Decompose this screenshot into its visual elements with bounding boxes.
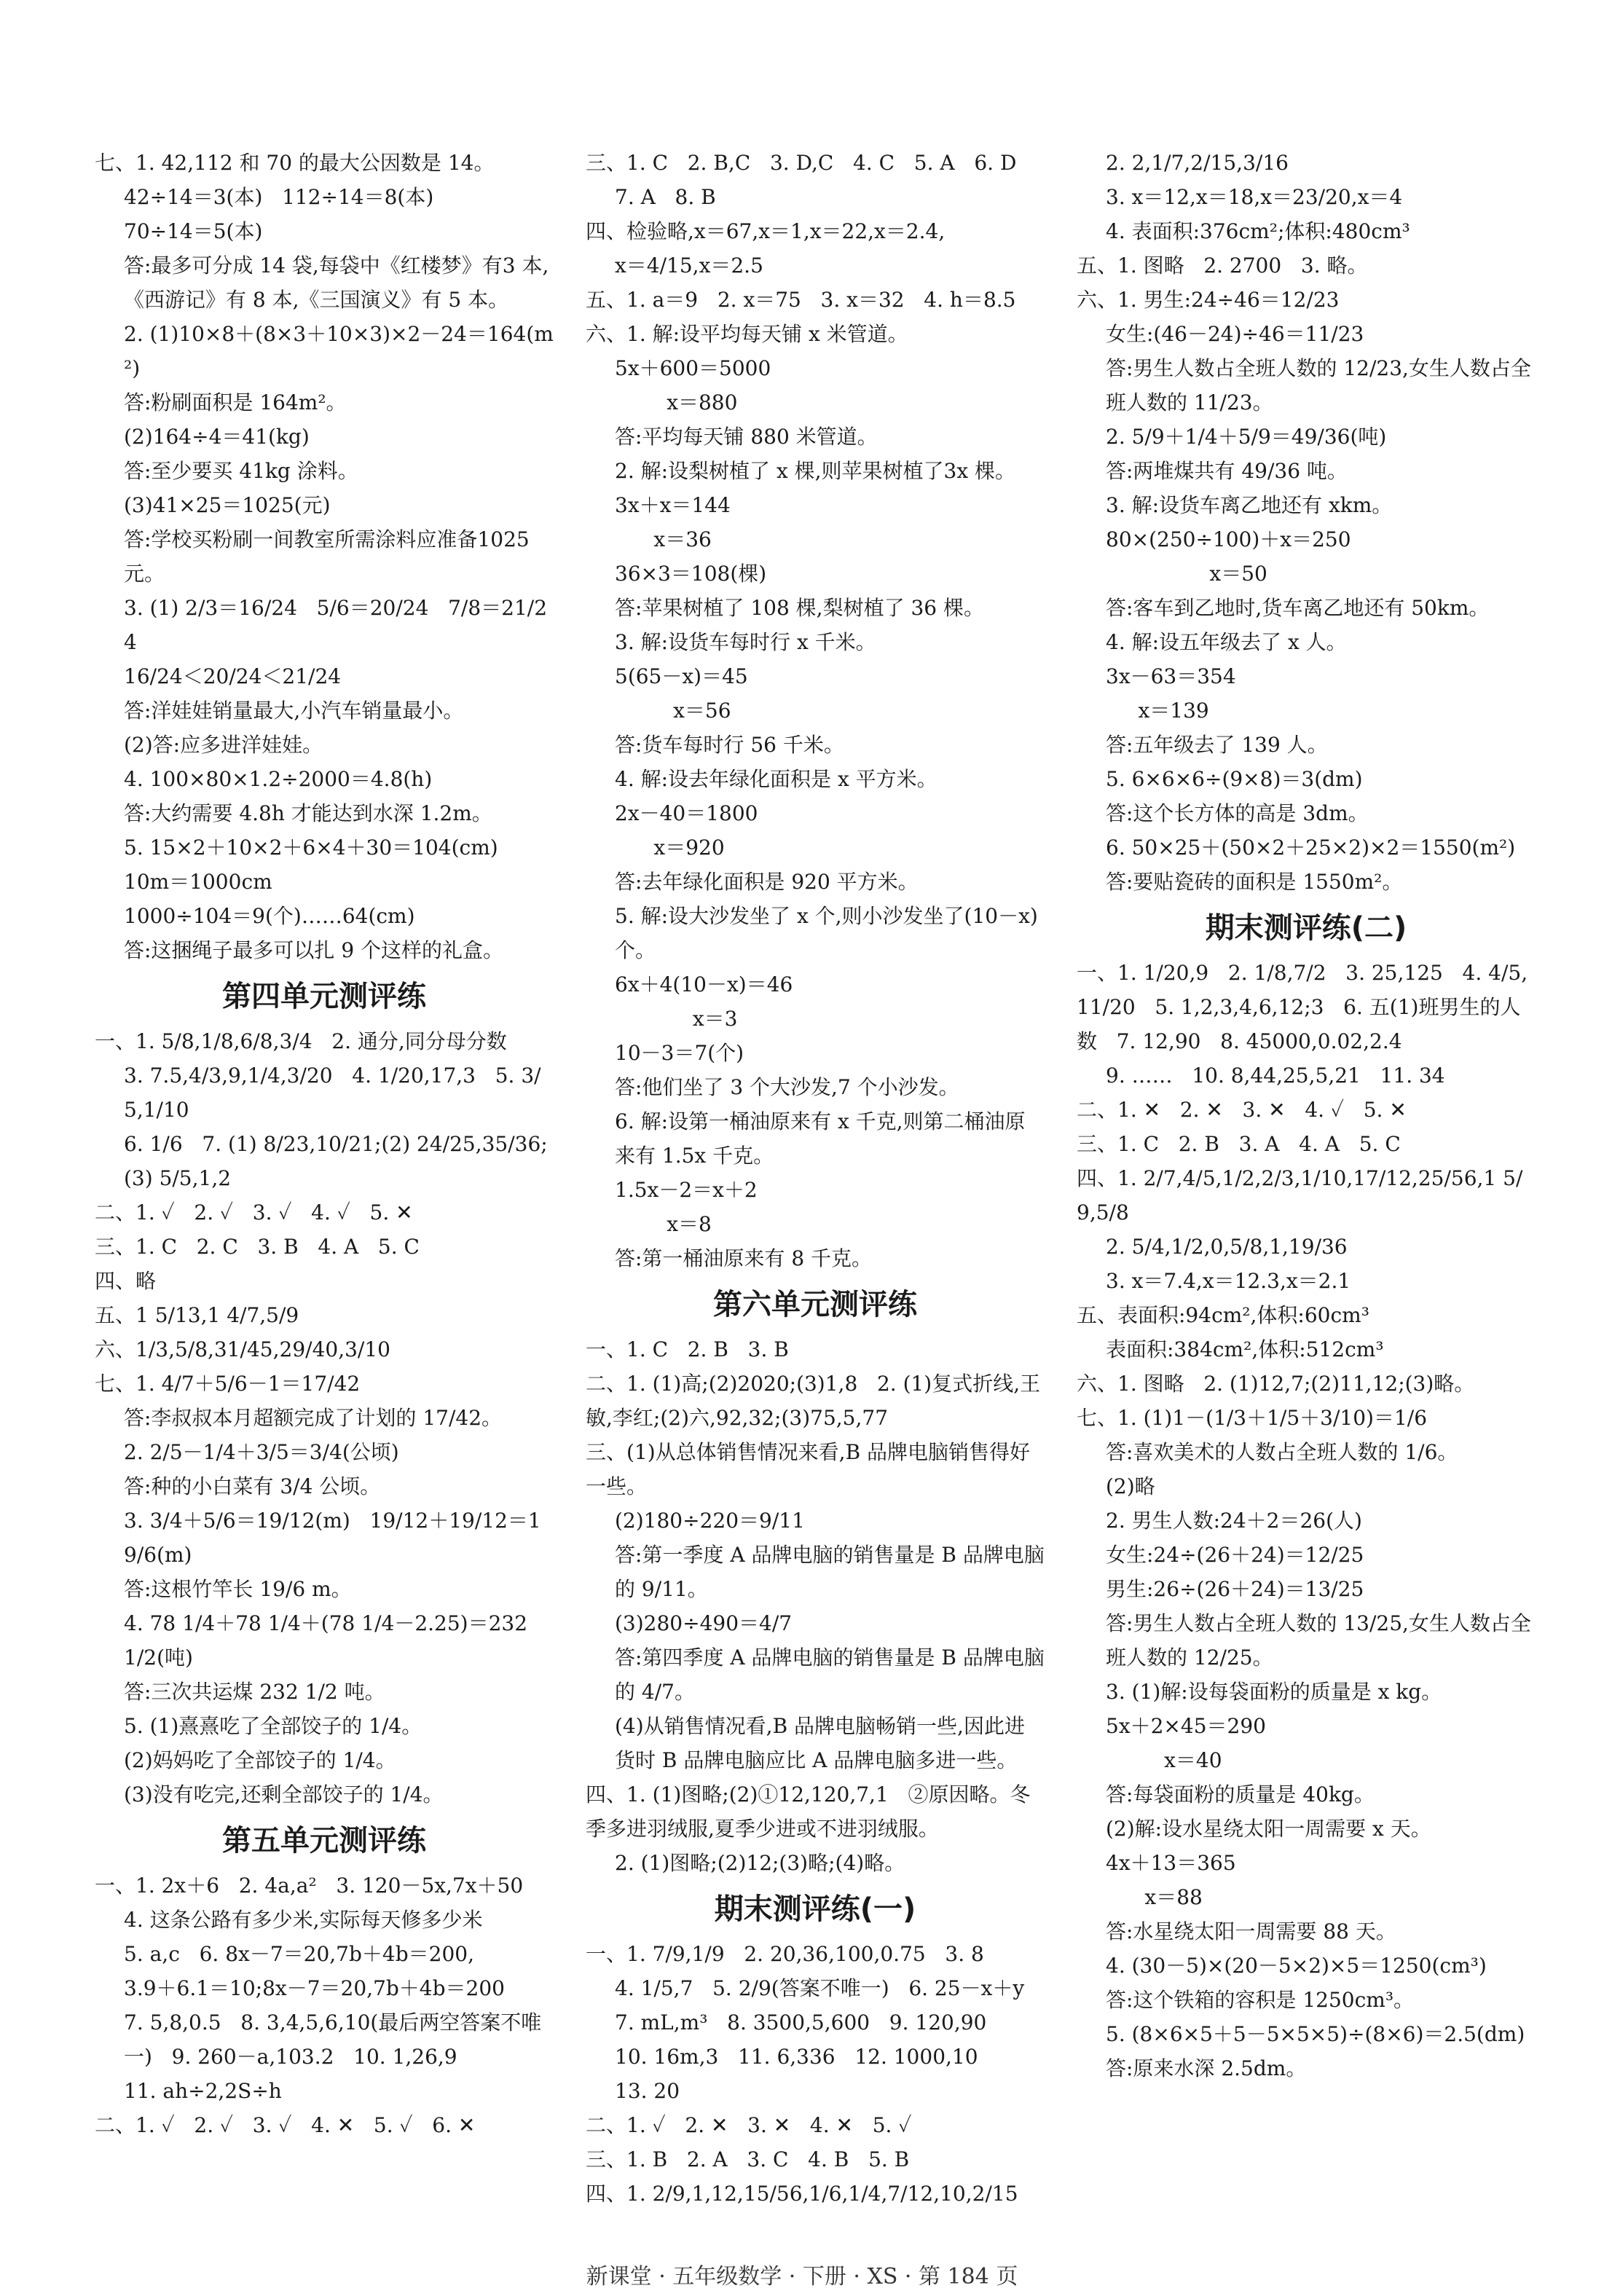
answer-line: 答:这个铁箱的容积是 1250cm³。 [1106, 1988, 1415, 2012]
answer-line: 答:每袋面粉的质量是 40kg。 [1106, 1782, 1375, 1806]
answer-line: (2)解:设水星绕太阳一周需要 x 天。 [1106, 1817, 1431, 1841]
answer-line: 二、1. (1)高;(2)2020;(3)1,8 2. (1)复式折线,王敏,李红;(2)六,92,32;(3)75,5,77 [586, 1372, 1041, 1430]
answer-line: 答:男生人数占全班人数的 13/25,女生人数占全班人数的 12/25。 [1106, 1611, 1531, 1670]
answer-line: 答:学校买粉刷一间教室所需涂料应准备1025 元。 [124, 527, 536, 586]
answer-line: 10－3＝7(个) [615, 1041, 744, 1065]
answer-line: 答:水星绕太阳一周需要 88 天。 [1106, 1919, 1396, 1943]
answer-line: 1000÷104＝9(个)……64(cm) [124, 904, 415, 928]
answer-line: 答:种的小白菜有 3/4 公顷。 [124, 1474, 381, 1498]
answer-line: 6. 解:设第一桶油原来有 x 千克,则第二桶油原来有 1.5x 千克。 [615, 1109, 1026, 1168]
answer-line: 答:最多可分成 14 袋,每袋中《红楼梦》有3 本,《西游记》有 8 本,《三国演义》有 5 本。 [124, 253, 549, 312]
answer-line: 三、1. C 2. C 3. B 4. A 5. C [95, 1235, 420, 1259]
answer-line: 3x＋x＝144 [615, 493, 731, 517]
column-left [95, 146, 554, 2211]
answer-line: 42÷14＝3(本) 112÷14＝8(本) [124, 185, 434, 209]
answer-line: 4. 解:设去年绿化面积是 x 平方米。 [615, 767, 937, 791]
answer-line: 五、1. a＝9 2. x＝75 3. x＝32 4. h＝8.5 [586, 288, 1016, 312]
answer-line: 答:苹果树植了 108 棵,梨树植了 36 棵。 [615, 596, 985, 620]
answer-line: 四、1. 2/9,1,12,15/56,1/6,1/4,7/12,10,2/15 [586, 2182, 1018, 2206]
answer-line: (2)164÷4＝41(kg) [124, 425, 310, 449]
answer-line: 3. (1) 2/3＝16/24 5/6＝20/24 7/8＝21/24 [124, 596, 548, 654]
answer-line: 一、1. 2x＋6 2. 4a,a² 3. 120－5x,7x＋50 [95, 1874, 524, 1898]
answer-line: 答:第一桶油原来有 8 千克。 [615, 1246, 873, 1270]
answer-columns [95, 146, 1560, 2211]
section-heading: 第五单元测评练 [222, 1824, 426, 1857]
answer-line: 4. 100×80×1.2÷2000＝4.8(h) [124, 767, 433, 791]
answer-line: 六、1/3,5/8,31/45,29/40,3/10 [95, 1337, 390, 1361]
answer-line: 4. 表面积:376cm²;体积:480cm³ [1106, 219, 1410, 243]
answer-line: 6. 50×25＋(50×2＋25×2)×2＝1550(m²) [1106, 836, 1516, 860]
answer-line: 3. 3/4＋5/6＝19/12(m) 19/12＋19/12＝19/6(m) [124, 1509, 541, 1567]
answer-line: 五、表面积:94cm²,体积:60cm³ [1077, 1303, 1369, 1327]
answer-line: 80×(250÷100)＋x＝250 [1106, 527, 1351, 551]
answer-line: 七、1. 4/7＋5/6－1＝17/42 [95, 1372, 361, 1396]
answer-line: 10m＝1000cm [124, 870, 272, 894]
answer-line: 答:大约需要 4.8h 才能达到水深 1.2m。 [124, 801, 492, 825]
answer-line: 2. 5/9＋1/4＋5/9＝49/36(吨) [1106, 425, 1387, 449]
answer-line: 2. (1)图略;(2)12;(3)略;(4)略。 [615, 1851, 905, 1875]
answer-line: 答:他们坐了 3 个大沙发,7 个小沙发。 [615, 1075, 959, 1099]
answer-line: x＝4/15,x＝2.5 [615, 253, 763, 278]
answer-line: 答:货车每时行 56 千米。 [615, 733, 844, 757]
answer-line: 5. (1)熹熹吃了全部饺子的 1/4。 [124, 1714, 422, 1738]
answer-line: 三、(1)从总体销售情况来看,B 品牌电脑销售得好一些。 [586, 1440, 1031, 1498]
answer-line: 1.5x－2＝x＋2 [615, 1178, 758, 1202]
answer-line: 3. x＝12,x＝18,x＝23/20,x＝4 [1106, 185, 1403, 209]
answer-line: 3x－63＝354 [1106, 664, 1236, 688]
answer-line: 一、1. 5/8,1/8,6/8,3/4 2. 通分,同分母分数 [95, 1029, 507, 1053]
answer-line: (2)180÷220＝9/11 [615, 1509, 805, 1533]
answer-line: 答:这个长方体的高是 3dm。 [1106, 801, 1369, 825]
answer-line: 4. 解:设五年级去了 x 人。 [1106, 630, 1347, 654]
answer-line: 5x＋600＝5000 [615, 356, 771, 380]
answer-line: 答:粉刷面积是 164m²。 [124, 390, 347, 414]
answer-line: 答:去年绿化面积是 920 平方米。 [615, 870, 919, 894]
answer-line: 答:男生人数占全班人数的 12/23,女生人数占全班人数的 11/23。 [1106, 356, 1531, 414]
answer-line: 五、1 5/13,1 4/7,5/9 [95, 1303, 299, 1327]
answer-line: 四、检验略,x＝67,x＝1,x＝22,x＝2.4, [586, 219, 946, 243]
answer-line: 3. 解:设货车离乙地还有 xkm。 [1106, 493, 1393, 517]
answer-line: 二、1. ✓ 2. ✓ 3. ✓ 4. ✕ 5. ✓ 6. ✕ [95, 2113, 476, 2137]
answer-line: 4. 78 1/4＋78 1/4＋(78 1/4－2.25)＝232 1/2(吨) [124, 1611, 534, 1670]
answer-line: x＝3 [615, 1007, 738, 1031]
answer-line: 36×3＝108(棵) [615, 562, 767, 586]
answer-line: 答:三次共运煤 232 1/2 吨。 [124, 1680, 385, 1704]
answer-line: 10. 16m,3 11. 6,336 12. 1000,10 [615, 2045, 978, 2069]
answer-line: 答:两堆煤共有 49/36 吨。 [1106, 459, 1348, 483]
column-middle [586, 146, 1045, 2211]
answer-line: x＝36 [615, 527, 712, 551]
answer-line: 3. x＝7.4,x＝12.3,x＝2.1 [1106, 1269, 1351, 1293]
answer-line: 二、1. ✓ 2. ✕ 3. ✕ 4. ✕ 5. ✓ [586, 2113, 912, 2137]
section-heading: 期末测评练(一) [714, 1892, 916, 1926]
answer-line: 答:至少要买 41kg 涂料。 [124, 459, 358, 483]
answer-line: (4)从销售情况看,B 品牌电脑畅销一些,因此进货时 B 品牌电脑应比 A 品牌电脑多进一些。 [615, 1714, 1025, 1772]
answer-line: (3) 5/5,1,2 [124, 1166, 232, 1190]
answer-line: 六、1. 男生:24÷46＝12/23 [1077, 288, 1340, 312]
answer-line: (3)没有吃完,还剩全部饺子的 1/4。 [124, 1782, 444, 1806]
answer-line: 答:洋娃娃销量最大,小汽车销量最小。 [124, 699, 464, 723]
answer-line: x＝88 [1106, 1885, 1203, 1909]
answer-line: 2x－40＝1800 [615, 801, 758, 825]
answer-line: 2. (1)10×8＋(8×3＋10×3)×2－24＝164(m²) [124, 322, 554, 380]
answer-line: 男生:26÷(26＋24)＝13/25 [1106, 1577, 1364, 1601]
answer-line: (2)妈妈吃了全部饺子的 1/4。 [124, 1748, 396, 1772]
answer-line: 三、1. C 2. B 3. A 4. A 5. C [1077, 1132, 1401, 1156]
answer-line: 7. A 8. B [615, 185, 716, 209]
answer-line: 5. 15×2＋10×2＋6×4＋30＝104(cm) [124, 836, 498, 860]
answer-line: 7. mL,m³ 8. 3500,5,600 9. 120,90 [615, 2010, 987, 2034]
answer-line: 答:李叔叔本月超额完成了计划的 17/42。 [124, 1406, 503, 1430]
answer-line: 4. (30－5)×(20－5×2)×5＝1250(cm³) [1106, 1954, 1487, 1978]
answer-line: 答:要贴瓷砖的面积是 1550m²。 [1106, 870, 1403, 894]
answer-line: 三、1. B 2. A 3. C 4. B 5. B [586, 2147, 910, 2171]
answer-line: 2. 解:设梨树植了 x 棵,则苹果树植了3x 棵。 [615, 459, 1016, 483]
answer-line: x＝56 [615, 699, 731, 723]
answer-line: 2. 5/4,1/2,0,5/8,1,19/36 [1106, 1235, 1348, 1259]
answer-line: 2. 2,1/7,2/15,3/16 [1106, 151, 1289, 175]
answer-line: 七、1. (1)1－(1/3＋1/5＋3/10)＝1/6 [1077, 1406, 1428, 1430]
answer-line: 2. 男生人数:24＋2＝26(人) [1106, 1509, 1362, 1533]
answer-line: 五、1. 图略 2. 2700 3. 略。 [1077, 253, 1368, 278]
column-right [1077, 146, 1536, 2211]
answer-line: 5x＋2×45＝290 [1106, 1714, 1266, 1738]
answer-line: 3. (1)解:设每袋面粉的质量是 x kg。 [1106, 1680, 1442, 1704]
answer-line: x＝50 [1106, 562, 1267, 586]
answer-line: 答:第四季度 A 品牌电脑的销售量是 B 品牌电脑的 4/7。 [615, 1646, 1045, 1704]
answer-line: 三、1. C 2. B,C 3. D,C 4. C 5. A 6. D [586, 151, 1017, 175]
answer-line: 二、1. ✕ 2. ✕ 3. ✕ 4. ✓ 5. ✕ [1077, 1098, 1407, 1122]
answer-line: 11. ah÷2,2S÷h [124, 2079, 282, 2103]
answer-line: 4. 1/5,7 5. 2/9(答案不唯一) 6. 25－x＋y [615, 1976, 1025, 2000]
answer-line: 一、1. 7/9,1/9 2. 20,36,100,0.75 3. 8 [586, 1942, 984, 1966]
answer-line: 5. 解:设大沙发坐了 x 个,则小沙发坐了(10－x)个。 [615, 904, 1038, 962]
answer-line: (2)略 [1106, 1474, 1155, 1498]
answer-line: 70÷14＝5(本) [124, 219, 263, 243]
answer-line: 四、1. (1)图略;(2)①12,120,7,1 ②原因略。冬季多进羽绒服,夏季少进或不进羽绒服。 [586, 1782, 1031, 1841]
answer-line: 四、略 [95, 1269, 157, 1293]
answer-line: 答:第一季度 A 品牌电脑的销售量是 B 品牌电脑的 9/11。 [615, 1543, 1045, 1601]
answer-line: 答:这根竹竿长 19/6 m。 [124, 1577, 352, 1601]
answer-line: 六、1. 图略 2. (1)12,7;(2)11,12;(3)略。 [1077, 1372, 1475, 1396]
answer-line: (2)答:应多进洋娃娃。 [124, 733, 323, 757]
answer-line: 5(65－x)＝45 [615, 664, 748, 688]
answer-line: 3.9＋6.1＝10;8x－7＝20,7b＋4b＝200 [124, 1976, 505, 2000]
answer-line: 一、1. C 2. B 3. B [586, 1337, 789, 1361]
answer-line: 女生:24÷(26＋24)＝12/25 [1106, 1543, 1364, 1567]
answer-line: x＝40 [1106, 1748, 1222, 1772]
answer-line: 4x＋13＝365 [1106, 1851, 1236, 1875]
answer-line: (3)280÷490＝4/7 [615, 1611, 793, 1635]
answer-line: (3)41×25＝1025(元) [124, 493, 331, 517]
answer-line: 5. (8×6×5＋5－5×5×5)÷(8×6)＝2.5(dm) [1106, 2022, 1525, 2046]
answer-line: x＝8 [615, 1212, 712, 1236]
answer-line: 答:平均每天铺 880 米管道。 [615, 425, 878, 449]
section-heading: 期末测评练(二) [1205, 911, 1407, 945]
answer-line: 4. 这条公路有多少米,实际每天修多少米 [124, 1908, 483, 1932]
answer-line: 六、1. 解:设平均每天铺 x 米管道。 [586, 322, 908, 346]
page-footer: 新课堂 · 五年级数学 · 下册 · XS · 第 184 页 [586, 2264, 1018, 2289]
answer-line: 6x＋4(10－x)＝46 [615, 972, 793, 996]
answer-line: 答:喜欢美术的人数占全班人数的 1/6。 [1106, 1440, 1458, 1464]
section-heading: 第四单元测评练 [222, 980, 426, 1013]
answer-line: 2. 2/5－1/4＋3/5＝3/4(公顷) [124, 1440, 399, 1464]
answer-line: 7. 5,8,0.5 8. 3,4,5,6,10(最后两空答案不唯一) 9. 260－a,103.2 10. 1,26,9 [124, 2010, 542, 2069]
answer-line: 答:客车到乙地时,货车离乙地还有 50km。 [1106, 596, 1490, 620]
answer-line: x＝920 [615, 836, 725, 860]
answer-line: 一、1. 1/20,9 2. 1/8,7/2 3. 25,125 4. 4/5,11/20 5. 1,2,3,4,6,12;3 6. 五(1)班男生的人数 7. 12,90 8. 45000,0.02,2.4 [1077, 961, 1528, 1053]
answer-line: 5. a,c 6. 8x－7＝20,7b＋4b＝200, [124, 1942, 474, 1966]
answer-line: 二、1. ✓ 2. ✓ 3. ✓ 4. ✓ 5. ✕ [95, 1200, 413, 1224]
answer-line: 答:五年级去了 139 人。 [1106, 733, 1328, 757]
answer-line: 表面积:384cm²,体积:512cm³ [1106, 1337, 1384, 1361]
answer-line: 答:这捆绳子最多可以扎 9 个这样的礼盒。 [124, 938, 504, 962]
answer-line: 13. 20 [615, 2079, 680, 2103]
answer-line: x＝880 [615, 390, 738, 414]
answer-line: 5. 6×6×6÷(9×8)＝3(dm) [1106, 767, 1363, 791]
answer-line: 9. …… 10. 8,44,25,5,21 11. 34 [1106, 1064, 1445, 1088]
answer-line: x＝139 [1106, 699, 1209, 723]
answer-line: 6. 1/6 7. (1) 8/23,10/21;(2) 24/25,35/36; [124, 1132, 548, 1156]
answer-line: 3. 解:设货车每时行 x 千米。 [615, 630, 876, 654]
answer-line: 3. 7.5,4/3,9,1/4,3/20 4. 1/20,17,3 5. 3/5,1/10 [124, 1064, 541, 1122]
answer-line: 16/24＜20/24＜21/24 [124, 664, 342, 688]
answer-line: 女生:(46－24)÷46＝11/23 [1106, 322, 1364, 346]
answer-line: 答:原来水深 2.5dm。 [1106, 2056, 1307, 2080]
section-heading: 第六单元测评练 [713, 1288, 917, 1321]
answer-line: 四、1. 2/7,4/5,1/2,2/3,1/10,17/12,25/56,1 5/9,5/8 [1077, 1166, 1523, 1224]
answer-line: 七、1. 42,112 和 70 的最大公因数是 14。 [95, 151, 495, 175]
